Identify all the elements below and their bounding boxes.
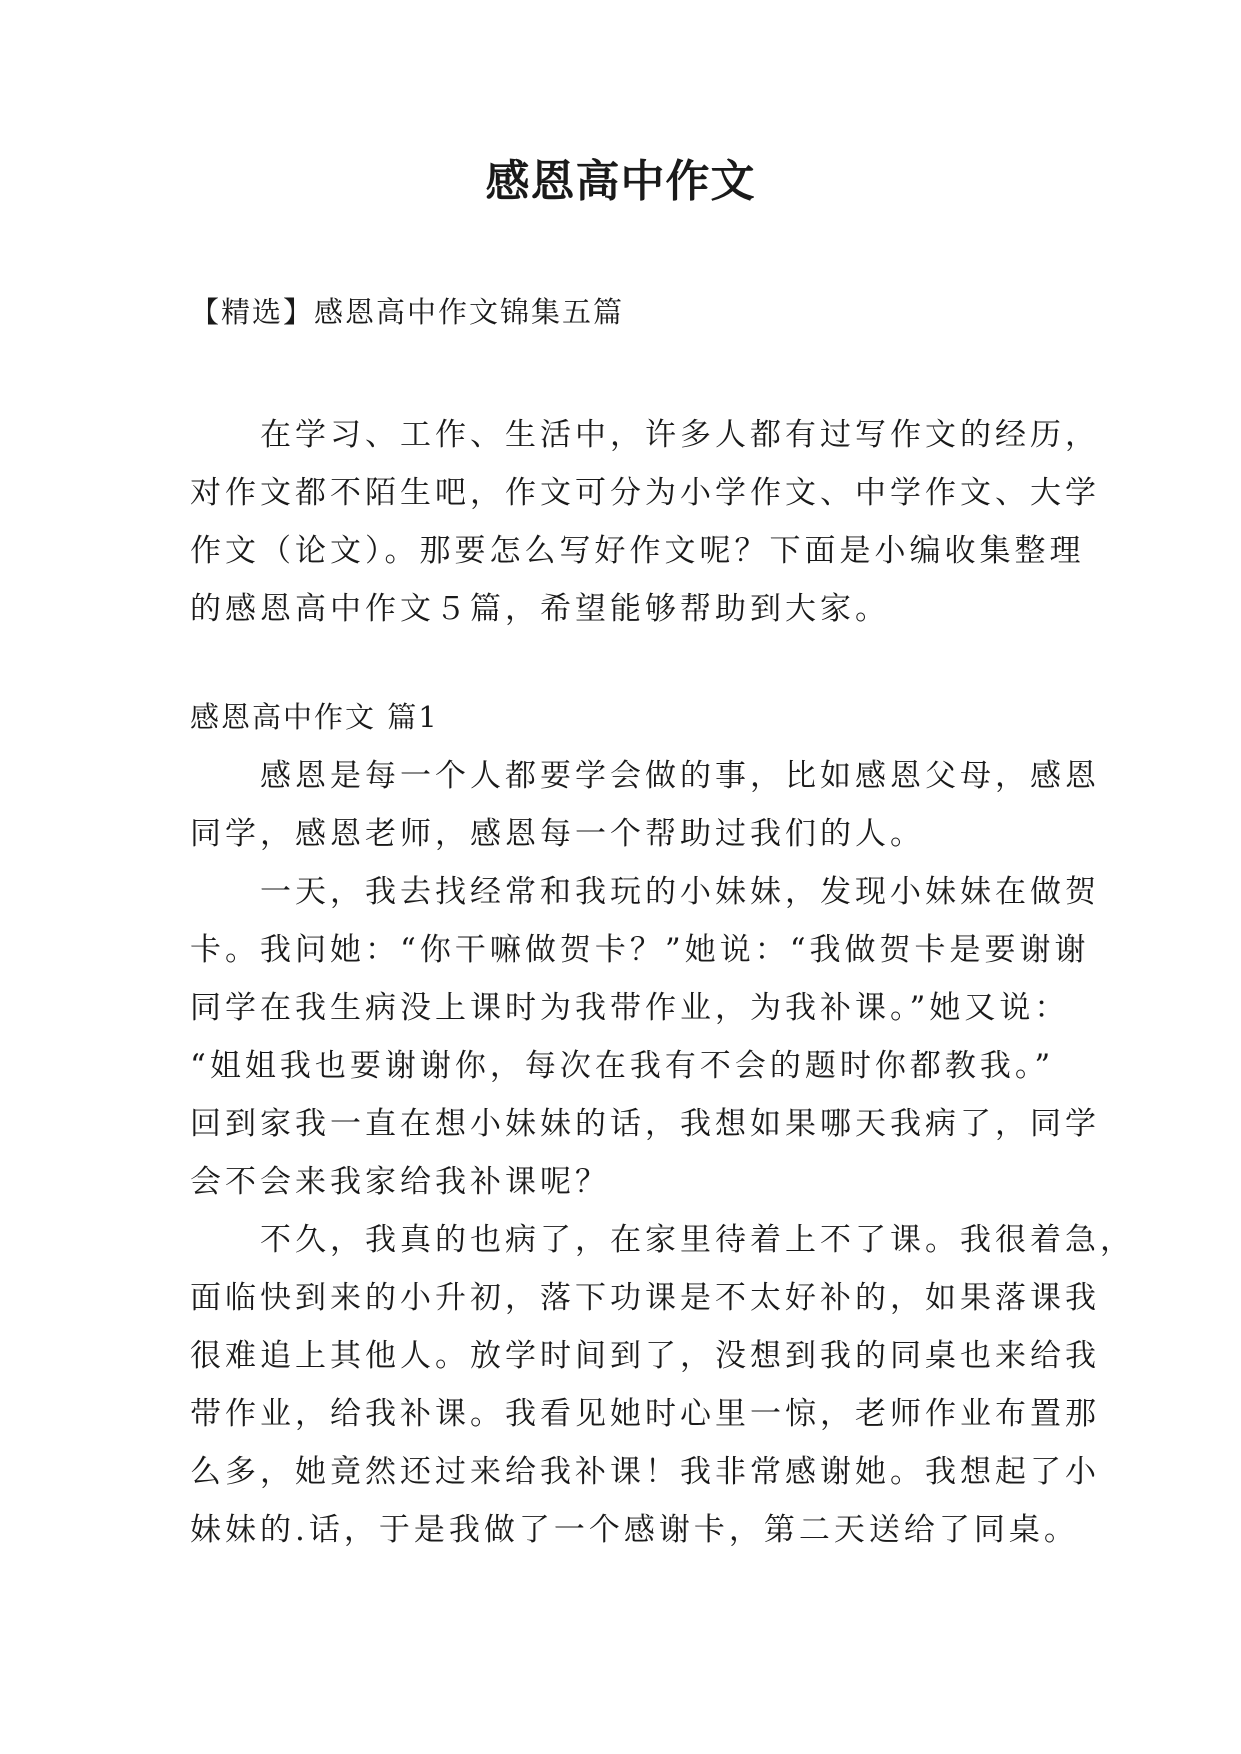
body-line: 面临快到来的小升初，落下功课是不太好补的，如果落课我 [190,1280,1100,1316]
body-line: 感恩是每一个人都要学会做的事，比如感恩父母，感恩 [190,758,1100,794]
intro-paragraph [190,406,1100,638]
intro-line: 在学习、工作、生活中，许多人都有过写作文的经历， [190,417,1100,453]
body-line: 很难追上其他人。放学时间到了，没想到我的同桌也来给我 [190,1338,1100,1374]
body-line: 带作业，给我补课。我看见她时心里一惊，老师作业布置那 [190,1396,1100,1432]
body-line: 回到家我一直在想小妹妹的话，我想如果哪天我病了，同学 [190,1106,1100,1142]
body-line: 同学在我生病没上课时为我带作业，为我补课。”她又说： [190,990,1070,1026]
body-line: 一天，我去找经常和我玩的小妹妹，发现小妹妹在做贺 [190,874,1100,910]
document-subtitle: 【精选】感恩高中作文锦集五篇 [190,295,625,329]
body-line: 同学，感恩老师，感恩每一个帮助过我们的人。 [190,816,925,852]
document-title: 感恩高中作文 [485,156,756,207]
body-line: “姐姐我也要谢谢你，每次在我有不会的题时你都教我。” [190,1048,1055,1084]
essay-body [190,747,1135,1559]
intro-line: 对作文都不陌生吧，作文可分为小学作文、中学作文、大学 [190,475,1100,511]
body-line: 么多，她竟然还过来给我补课！我非常感谢她。我想起了小 [190,1454,1100,1490]
body-line: 会不会来我家给我补课呢？ [190,1164,610,1200]
intro-line: 作文（论文）。那要怎么写好作文呢？下面是小编收集整理 [190,533,1085,569]
section-heading: 感恩高中作文 篇1 [190,700,439,734]
body-line: 不久，我真的也病了，在家里待着上不了课。我很着急， [190,1222,1135,1258]
intro-line: 的感恩高中作文５篇，希望能够帮助到大家。 [190,591,890,627]
body-line: 卡。我问她：“你干嘛做贺卡？”她说：“我做贺卡是要谢谢 [190,932,1090,968]
body-line: 妹妹的.话，于是我做了一个感谢卡，第二天送给了同桌。 [190,1512,1079,1548]
